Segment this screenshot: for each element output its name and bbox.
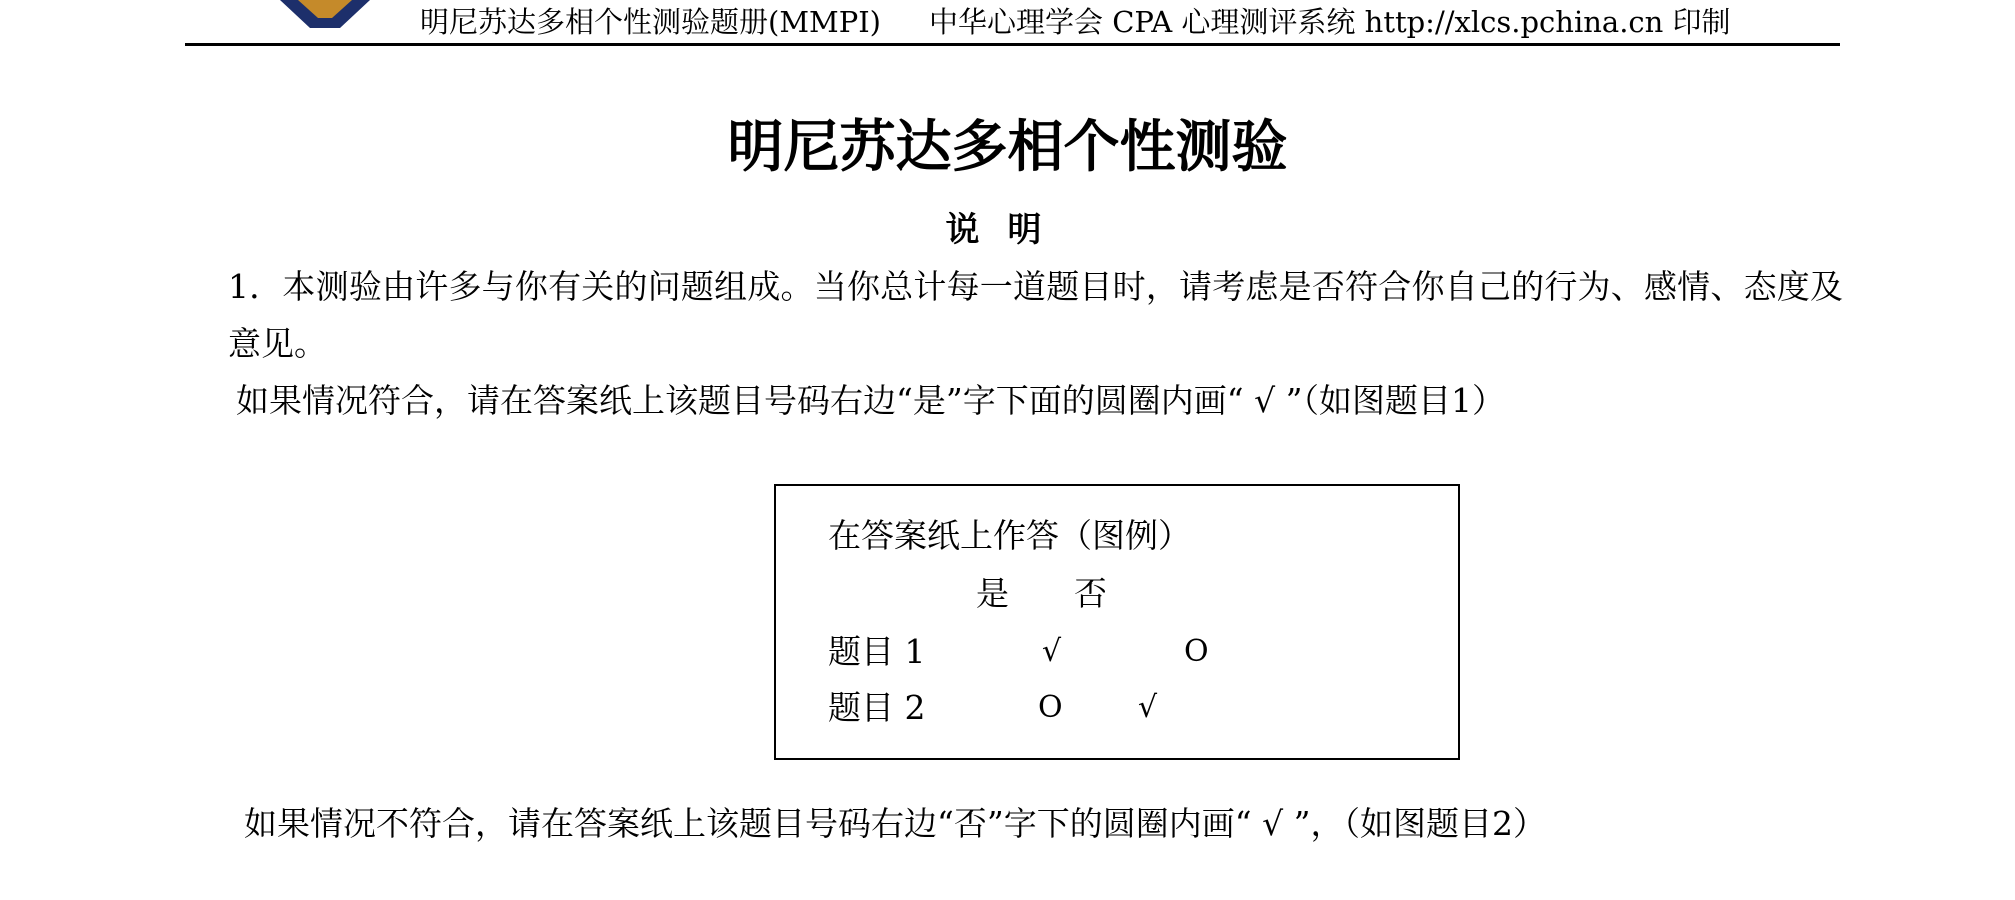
header-divider [185, 43, 1840, 46]
page-title: 明尼苏达多相个性测验 [727, 115, 1288, 180]
example-column-yes: 是 [976, 574, 1009, 613]
example-row-1-yes-mark: √ [1042, 634, 1062, 669]
example-row-2-yes-mark: O [1038, 690, 1063, 725]
instruction-paragraph-2: 如果情况符合，请在答案纸上该题目号码右边“是”字下面的圆圈内画“ √ ”（如图题目1） [236, 381, 1505, 420]
answer-example-box [774, 484, 1460, 760]
example-column-no: 否 [1074, 574, 1107, 613]
instruction-paragraph-3: 如果情况不符合，请在答案纸上该题目号码右边“否”字下的圆圈内画“ √ ”，（如图题目2） [244, 804, 1546, 843]
example-row-2-label: 题目 2 [828, 688, 926, 727]
section-heading: 说明 [945, 210, 1070, 250]
logo [280, 0, 370, 28]
instruction-paragraph-1: 1．本测验由许多与你有关的问题组成。当你总计每一道题目时，请考虑是否符合你自己的行为、感情、态度及意见。 [228, 267, 1843, 363]
example-row-2-no-mark: √ [1138, 690, 1158, 725]
example-row-1-no-mark: O [1184, 634, 1209, 669]
header-left-text: 明尼苏达多相个性测验题册(MMPI) [420, 5, 881, 39]
header-right-text: 中华心理学会 CPA 心理测评系统 http://xlcs.pchina.cn 印制 [929, 5, 1731, 39]
example-row-1-label: 题目 1 [828, 632, 926, 671]
logo-emblem-icon [280, 0, 370, 28]
example-title: 在答案纸上作答（图例） [828, 516, 1191, 555]
running-header [420, 2, 1731, 42]
